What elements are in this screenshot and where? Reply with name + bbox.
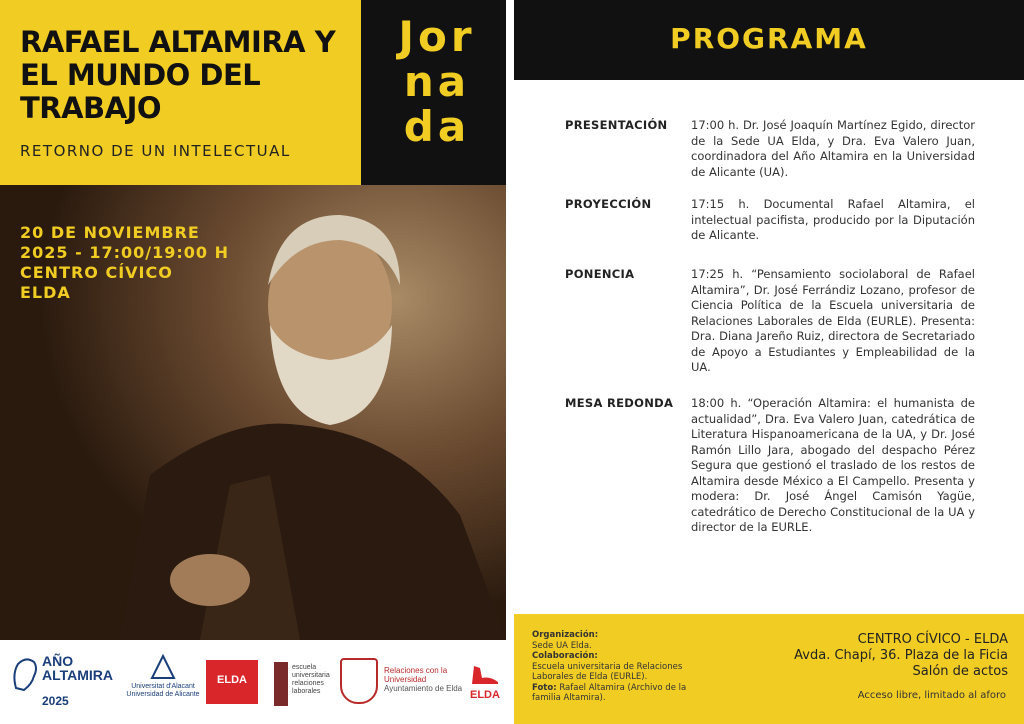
eurle-logo	[274, 658, 334, 710]
panel-divider	[506, 0, 514, 724]
shoe-icon	[470, 664, 500, 686]
item-label: PRESENTACIÓN	[565, 118, 668, 132]
event-place: CENTRO CÍVICO	[20, 263, 173, 282]
event-info	[20, 223, 229, 303]
ano-year: 2025	[42, 694, 69, 708]
badge-jornada: Jor na da	[398, 12, 476, 151]
profile-icon	[8, 654, 40, 694]
access-note: Acceso libre, limitado al aforo	[857, 690, 1006, 701]
programa-title: PROGRAMA	[670, 22, 868, 55]
foto-value: Rafael Altamira (Archivo de la familia Altamira).	[532, 682, 687, 703]
venue-name: CENTRO CÍVICO - ELDA	[857, 632, 1008, 647]
portrait-photo	[0, 185, 506, 640]
elda-shoe-logo	[470, 664, 506, 701]
event-city: ELDA	[20, 283, 71, 302]
relaciones-line2: Ayuntamiento de Elda	[384, 684, 463, 693]
ano-line1: AÑO	[42, 653, 74, 669]
item-text: 17:15 h. Documental Rafael Altamira, el intelectual pacifista, producido por la Diputación de Alicante.	[691, 197, 975, 242]
poster-title: RAFAEL ALTAMIRA Y EL MUNDO DEL TRABAJO	[20, 25, 336, 125]
ano-altamira-logo	[8, 648, 118, 718]
venue-block	[794, 632, 1008, 680]
venue-room: Salón de actos	[912, 664, 1008, 679]
ua-logo	[122, 654, 204, 714]
ano-line2: ALTAMIRA	[42, 667, 114, 683]
event-date: 20 DE NOVIEMBRE	[20, 223, 200, 242]
relaciones-line1: Relaciones con la Universidad	[384, 666, 448, 684]
venue-address: Avda. Chapí, 36. Plaza de la Ficia	[794, 648, 1008, 663]
item-label: PROYECCIÓN	[565, 197, 652, 211]
poster-subtitle: RETORNO DE UN INTELECTUAL	[20, 142, 291, 160]
item-label: MESA REDONDA	[565, 396, 674, 410]
elda-sede-logo: ELDA	[206, 660, 258, 704]
sponsor-logos	[0, 640, 506, 724]
elda-shield-icon	[340, 658, 378, 704]
item-label: PONENCIA	[565, 267, 635, 281]
ua-line1: Universitat d'Alacant	[131, 683, 195, 690]
ua-triangle-icon	[150, 654, 176, 680]
foto-label: Foto:	[532, 682, 557, 693]
item-text: 18:00 h. “Operación Altamira: el humanista de actualidad”, Dra. Eva Valero Juan, catedrática de Literatura Hispanoamericana de la UA, y Dr. José Ramón Lillo Jara, abogado del despacho Pérez Segura que gestionó el traslado de los restos de Altamira desde México a El Campello. Presenta y modera: Dr. José Ángel Camisón Yagüe, catedrático de Derecho Constitucional de la UA y director de la EURLE.	[691, 396, 975, 534]
credits	[532, 630, 712, 704]
colab-label: Colaboración:	[532, 651, 598, 661]
eurle-text: escuela universitaria relaciones laborales	[292, 664, 330, 695]
item-text: 17:00 h. Dr. José Joaquín Martínez Egido, director de la Sede UA Elda, y Dra. Eva Valero Juan, coordinadora del Año Altamira en la Universidad de Alicante (UA).	[691, 118, 975, 179]
item-text: 17:25 h. “Pensamiento sociolaboral de Rafael Altamira”, Dr. José Ferrándiz Lozano, profesor de Ciencia Política de la Escuela universitaria de Relaciones Laborales de Elda (EURLE). Presenta: Dra. Diana Jareño Ruiz, directora de Secretariado de Apoyo a Estudiantes y Empleabilidad de la UA.	[691, 267, 975, 374]
relaciones-logo	[384, 666, 468, 693]
event-time: 2025 - 17:00/19:00 H	[20, 243, 229, 262]
ua-line2: Universidad de Alicante	[126, 691, 200, 698]
colab-value: Escuela universitaria de Relaciones Laborales de Elda (EURLE).	[532, 661, 683, 682]
org-label: Organización:	[532, 630, 599, 640]
org-value: Sede UA Elda.	[532, 640, 592, 651]
elda-right-text: ELDA	[470, 689, 500, 701]
eurle-mark-icon	[274, 662, 288, 706]
